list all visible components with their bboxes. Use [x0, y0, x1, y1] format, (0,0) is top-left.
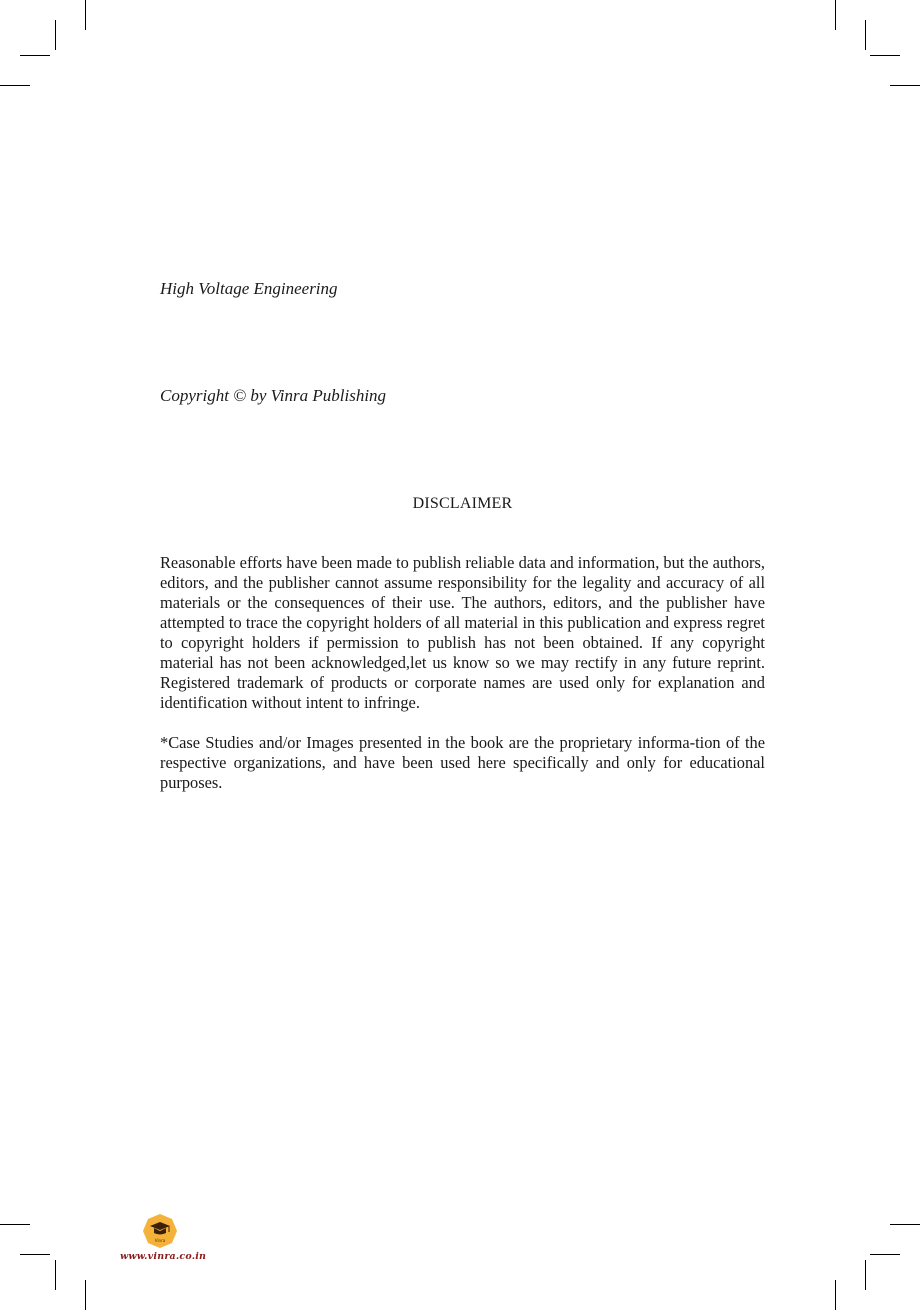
- crop-mark: [890, 1224, 920, 1225]
- crop-mark: [20, 1254, 50, 1255]
- crop-mark: [55, 20, 56, 50]
- crop-mark: [835, 1280, 836, 1310]
- publisher-logo: [120, 1213, 207, 1268]
- crop-mark: [870, 55, 900, 56]
- graduation-cap-icon: [142, 1213, 178, 1249]
- crop-mark: [865, 20, 866, 50]
- crop-mark: [835, 0, 836, 30]
- disclaimer-paragraph: *Case Studies and/or Images presented in the book are the proprietary informa-tion of the respective organizations, and have been used here specifically and only for educational purposes.: [160, 733, 765, 792]
- crop-mark: [865, 1260, 866, 1290]
- disclaimer-body: [160, 553, 765, 813]
- website-url: www.vinra.co.in: [120, 1251, 207, 1262]
- disclaimer-heading: DISCLAIMER: [412, 495, 513, 512]
- book-title: High Voltage Engineering: [160, 279, 338, 298]
- crop-mark: [0, 1224, 30, 1225]
- crop-mark: [0, 85, 30, 86]
- crop-mark: [20, 55, 50, 56]
- crop-mark: [890, 85, 920, 86]
- crop-mark: [55, 1260, 56, 1290]
- crop-mark: [870, 1254, 900, 1255]
- crop-mark: [85, 1280, 86, 1310]
- crop-mark: [85, 0, 86, 30]
- disclaimer-paragraph: Reasonable efforts have been made to publish reliable data and information, but the authors, editors, and the publisher cannot assume responsibility for the legality and accuracy of all materials or the consequences of their use. The authors, editors, and the publisher have attempted to trace the copyright holders of all material in this publication and express regret to copyright holders if permission to publish has not been obtained. If any copyright material has not been acknowledged,let us know so we may rectify in any future reprint. Registered trademark of products or corporate names are used only for explanation and identification without intent to infringe.: [160, 553, 765, 712]
- copyright-notice: Copyright © by Vinra Publishing: [160, 386, 387, 405]
- logo-text: Vinra: [154, 1238, 166, 1243]
